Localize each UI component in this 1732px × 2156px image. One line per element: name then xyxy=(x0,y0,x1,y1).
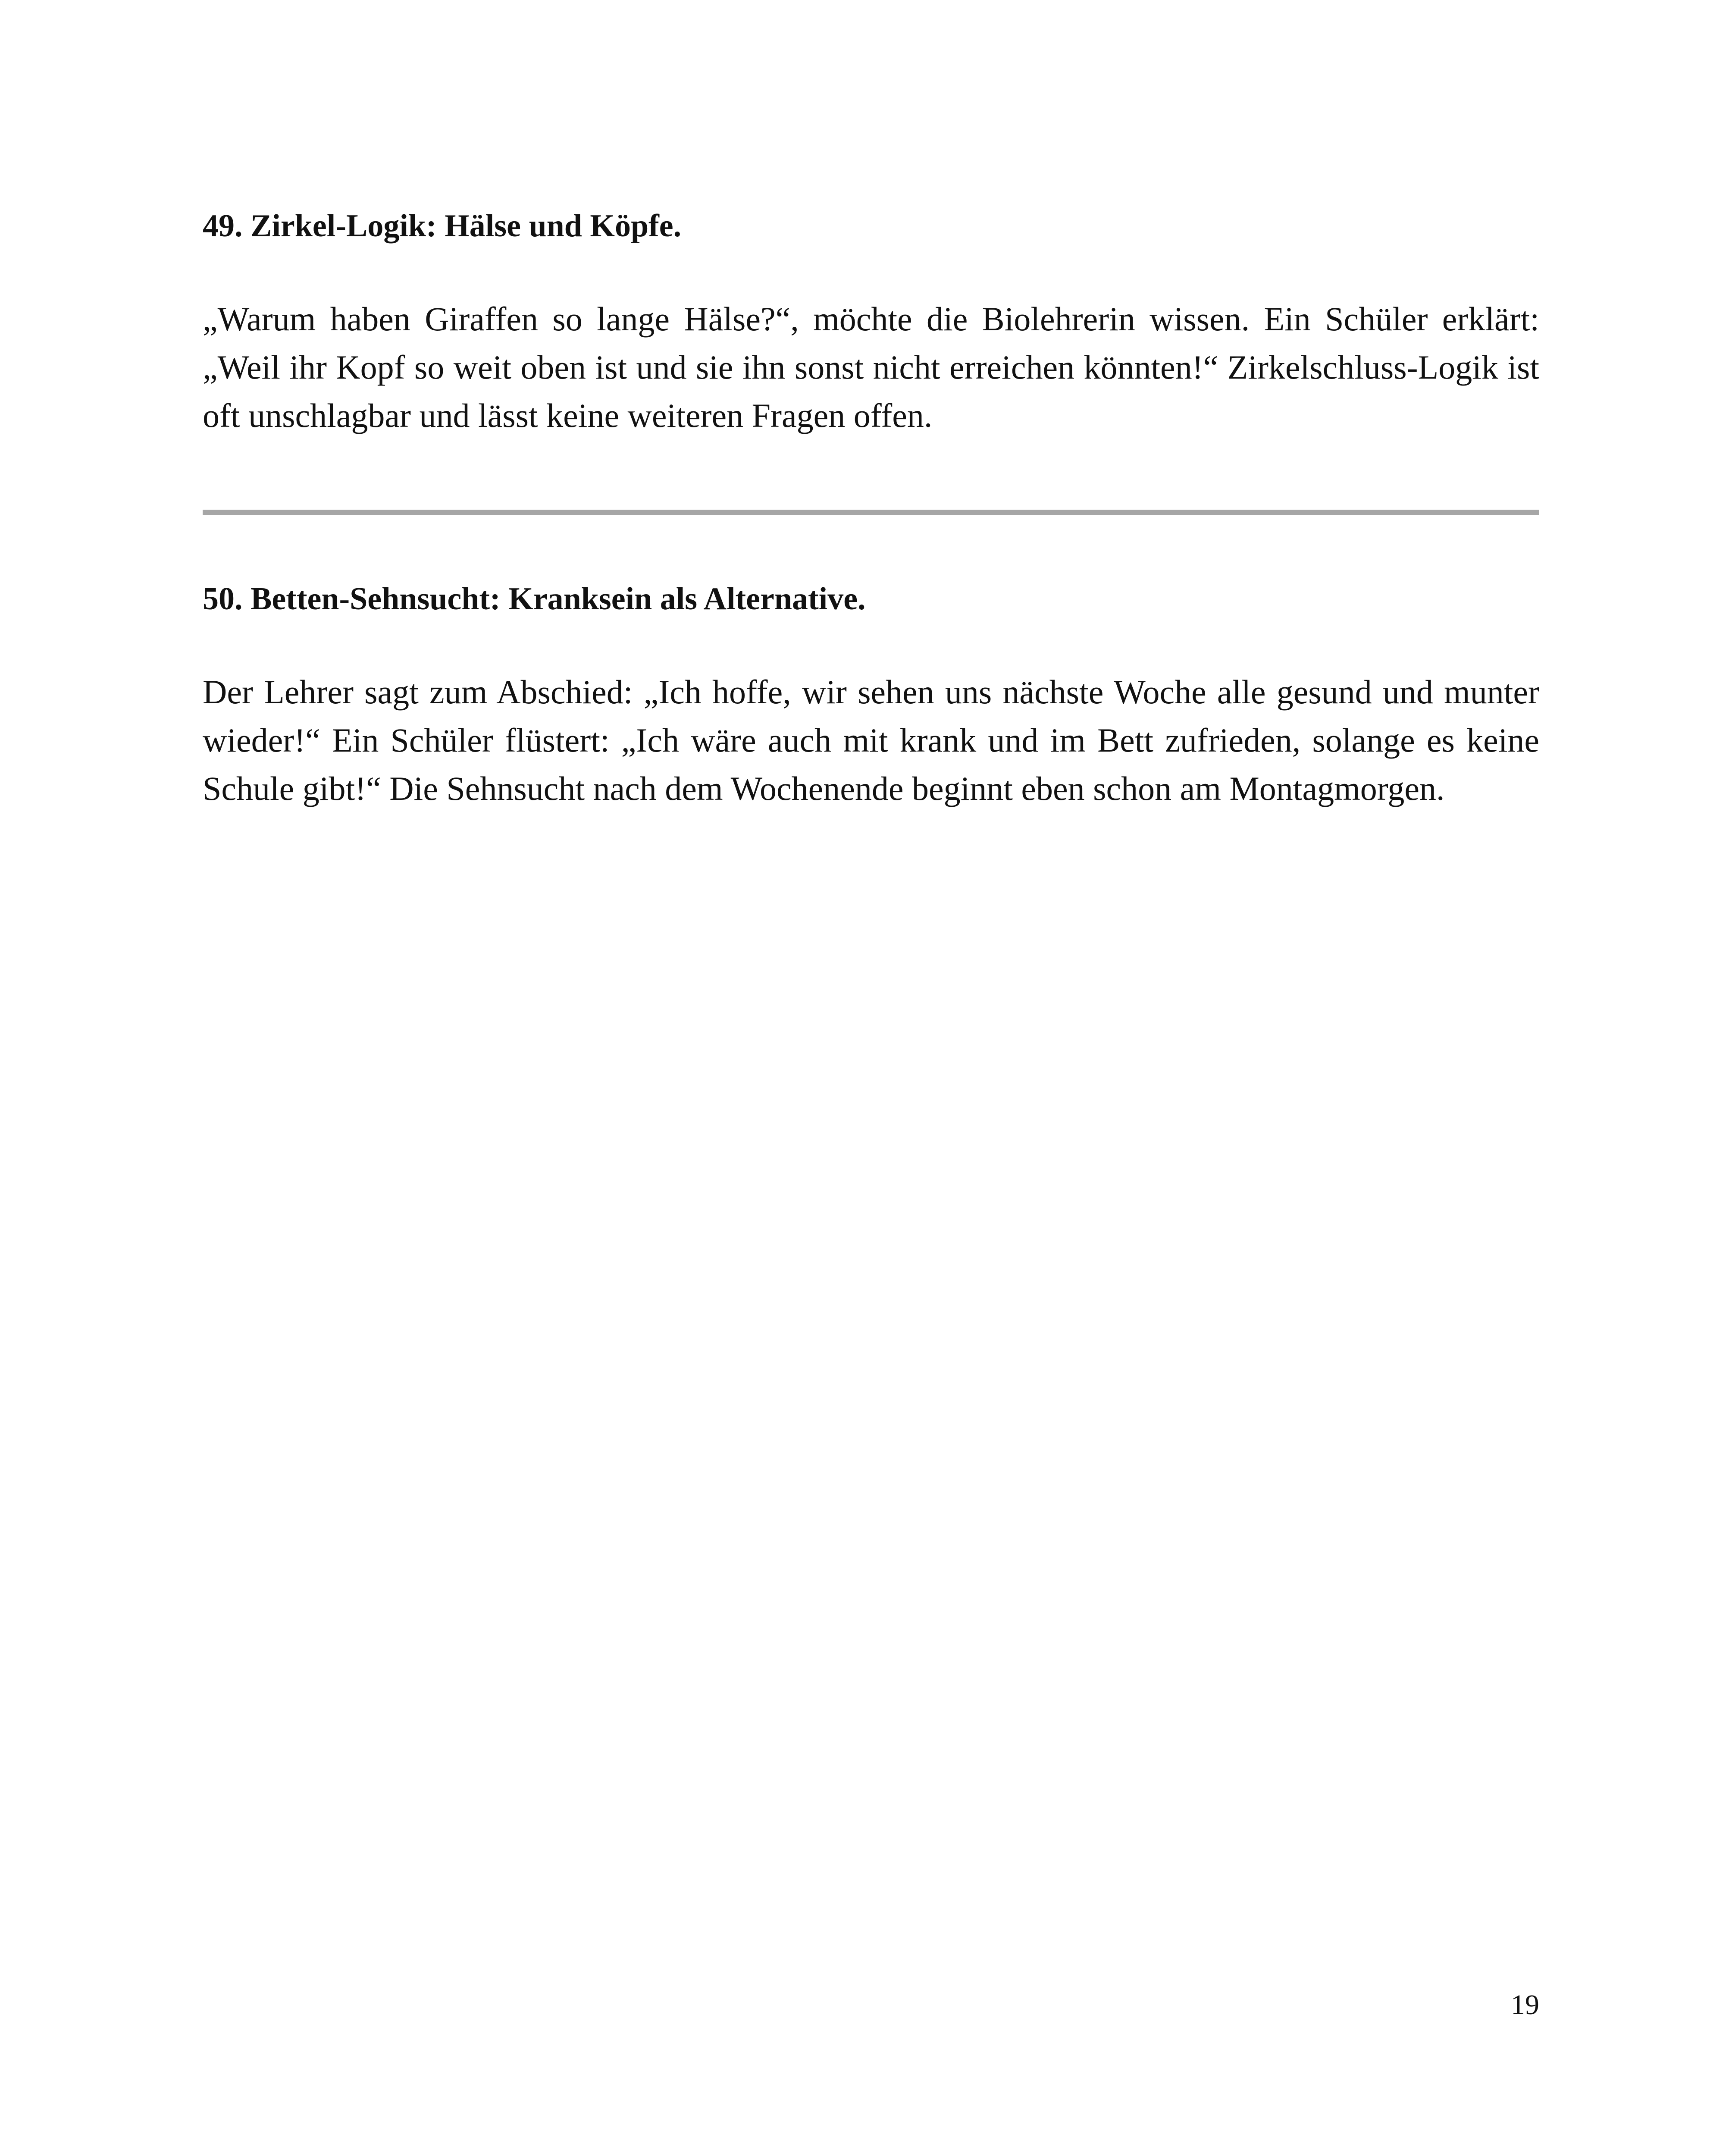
section-divider xyxy=(203,510,1539,515)
section-heading: 50. Betten-Sehnsucht: Kranksein als Alternative. xyxy=(203,581,866,617)
section-paragraph: „Warum haben Giraffen so lange Hälse?“, möchte die Biolehrerin wissen. Ein Schüler erklärt: „Weil ihr Kopf so weit oben ist und sie ihn sonst nicht erreichen könnten!“ Zirkelschluss-Logik ist oft unschlagbar und lässt keine weiteren Fragen offen. xyxy=(203,300,1539,434)
page-number: 19 xyxy=(1511,1989,1539,2021)
section-50 xyxy=(203,580,1539,813)
section-49 xyxy=(203,207,1539,440)
section-paragraph: Der Lehrer sagt zum Abschied: „Ich hoffe, wir sehen uns nächste Woche alle gesund und munter wieder!“ Ein Schüler flüstert: „Ich wäre auch mit krank und im Bett zufrieden, solange es keine Schule gibt!“ Die Sehnsucht nach dem Wochenende beginnt eben schon am Montagmorgen. xyxy=(203,673,1539,807)
section-heading: 49. Zirkel-Logik: Hälse und Köpfe. xyxy=(203,208,682,244)
